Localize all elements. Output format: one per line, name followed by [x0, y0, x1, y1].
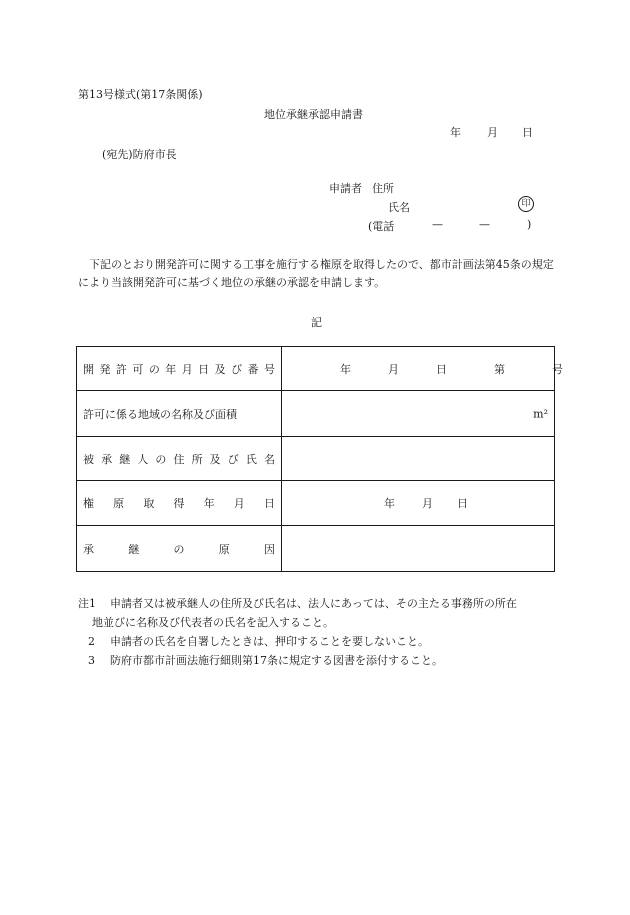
row1-label-char: 発 — [99, 362, 111, 376]
note-2-number: 2 — [88, 635, 95, 648]
note-1-line2: 地並びに名称及び代表者の氏名を記入すること。 — [92, 616, 334, 629]
row3-label-char: 所 — [191, 452, 203, 466]
row4-label-char: 月 — [233, 497, 245, 510]
row4-label-char: 取 — [143, 497, 155, 510]
row1-label-char: の — [148, 362, 160, 376]
note-2 — [78, 632, 568, 651]
note-3-text: 防府市都市計画法施行細則第17条に規定する図書を添付すること。 — [110, 654, 443, 667]
ki-heading: 記 — [311, 316, 322, 329]
row1-label-char: 年 — [165, 362, 177, 376]
applicant-address-label: 住所 — [372, 182, 394, 195]
applicant-name-label: 氏名 — [388, 201, 410, 214]
row3-label-char: 名 — [263, 452, 275, 466]
application-table — [76, 346, 563, 572]
row1-label-char: 月 — [181, 362, 193, 376]
notes — [78, 594, 568, 670]
phone-dash: — — [479, 218, 490, 231]
row3-label-char: の — [155, 452, 167, 466]
row5-label-char: の — [173, 542, 185, 556]
table-row-predecessor — [77, 437, 555, 481]
row3-label-char: 継 — [119, 452, 131, 466]
table-row-area — [77, 391, 555, 437]
row3-label-char: 人 — [137, 452, 149, 466]
row3-label-char: 住 — [173, 452, 185, 466]
note-1-number: 注1 — [78, 597, 96, 610]
applicant-label: 申請者 — [329, 182, 362, 195]
phone-dash: — — [432, 218, 443, 231]
note-1-continued — [78, 613, 568, 632]
row5-label-char: 原 — [218, 542, 230, 556]
row1-label-char: 許 — [115, 362, 127, 376]
row5-label-char: 承 — [83, 542, 94, 556]
phone-label: (電話 — [368, 220, 395, 233]
row1-label-char: 号 — [263, 362, 275, 376]
acquisition-date-label — [77, 481, 282, 526]
area-name-size-label: 許可に係る地域の名称及び面積 — [77, 391, 282, 437]
acquisition-year: 年 — [384, 497, 395, 510]
row1-label-char: 及 — [214, 362, 226, 376]
application-statement-text: 下記のとおり開発許可に関する工事を施行する権原を取得したので、都市計画法第45条の規定により当該開発許可に基づく地位の承継の承認を申請します。 — [78, 258, 554, 289]
form-number: 第13号様式(第17条関係) — [78, 88, 203, 101]
row4-label-char: 原 — [113, 497, 125, 510]
note-1 — [78, 594, 568, 613]
permit-date-number-label — [77, 347, 282, 391]
predecessor-address-name-label — [77, 437, 282, 481]
phone-close-paren: ) — [527, 218, 532, 231]
permit-month: 月 — [388, 362, 399, 376]
row1-label-char: 番 — [247, 362, 259, 376]
permit-day: 日 — [436, 362, 447, 376]
document-title: 地位承継承認申請書 — [264, 108, 363, 121]
square-meter-unit: m² — [533, 407, 548, 420]
succession-cause-value[interactable] — [282, 526, 555, 572]
row3-label-char: 承 — [101, 452, 113, 466]
area-name-size-value[interactable] — [282, 391, 555, 437]
row1-label-char: 可 — [132, 362, 144, 376]
acquisition-month: 月 — [422, 497, 433, 510]
table-row-acquisition-date — [77, 481, 555, 526]
date-day-label: 日 — [522, 126, 533, 139]
seal-mark: 印 — [518, 196, 534, 212]
note-2-text: 申請者の氏名を自署したときは、押印することを要しないこと。 — [110, 635, 429, 648]
row1-label-char: び — [231, 362, 243, 376]
permit-dai: 第 — [494, 362, 505, 376]
row3-label-char: 及 — [209, 452, 221, 466]
date-month-label: 月 — [487, 126, 498, 139]
note-1-line1: 申請者又は被承継人の住所及び氏名は、法人にあっては、その主たる事務所の所在 — [110, 597, 517, 610]
note-3 — [78, 651, 568, 670]
row4-label-char: 日 — [263, 497, 275, 510]
date-year-label: 年 — [450, 126, 461, 139]
application-statement — [78, 256, 558, 292]
permit-year: 年 — [340, 362, 351, 376]
table-row-permit — [77, 347, 555, 391]
row1-label-char: 日 — [198, 362, 210, 376]
row3-label-char: 被 — [83, 452, 94, 466]
acquisition-date-value[interactable] — [282, 481, 555, 526]
note-3-number: 3 — [88, 654, 95, 667]
row5-label-char: 継 — [128, 542, 140, 556]
row1-label-char: 開 — [83, 362, 94, 376]
row3-label-char: 氏 — [245, 452, 257, 466]
succession-cause-label — [77, 526, 282, 572]
row4-label-char: 年 — [203, 497, 215, 510]
row4-label-char: 権 — [83, 497, 94, 510]
addressee: (宛先)防府市長 — [102, 148, 177, 161]
table-row-cause — [77, 526, 555, 572]
acquisition-day: 日 — [457, 497, 468, 510]
permit-gou: 号 — [552, 362, 563, 376]
row4-label-char: 得 — [173, 497, 185, 510]
row5-label-char: 因 — [264, 542, 275, 556]
row3-label-char: び — [227, 452, 239, 466]
permit-date-number-value[interactable] — [282, 347, 563, 391]
predecessor-address-name-value[interactable] — [282, 437, 555, 481]
